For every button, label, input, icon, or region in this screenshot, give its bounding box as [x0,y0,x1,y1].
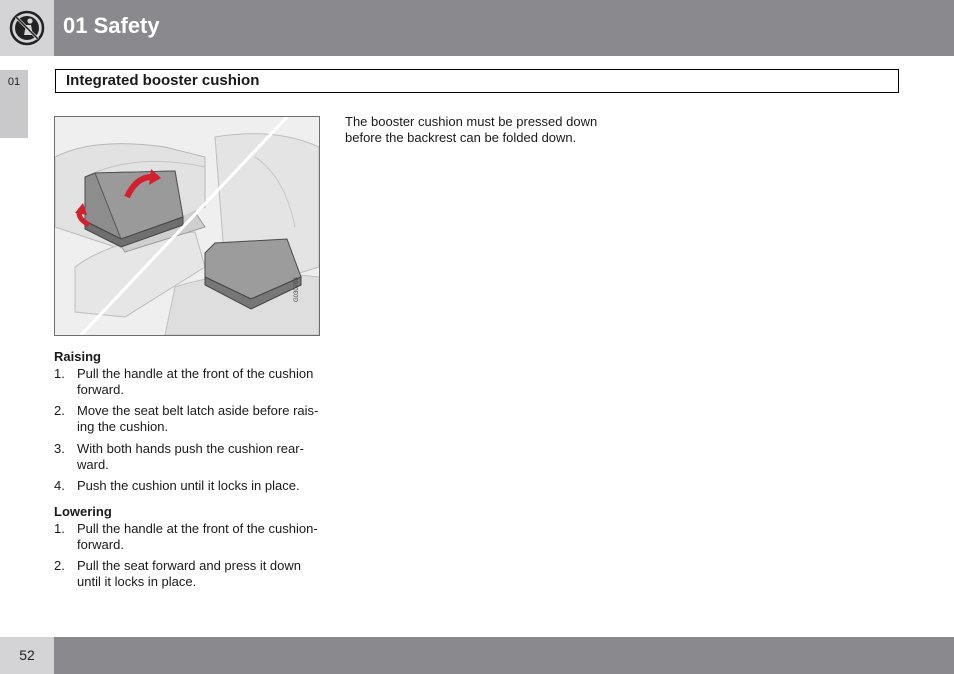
step-text: With both hands push the cushion rear-ward. [77,441,304,472]
page-footer [0,637,954,674]
booster-cushion-drawing [55,117,319,335]
intro-paragraph: The booster cushion must be pressed down before the backrest can be folded down. [345,114,598,145]
page-number: 52 [19,647,35,663]
safety-seatbelt-icon [9,10,45,46]
raising-heading: Raising [54,349,101,364]
step-number: 4. [54,478,65,493]
step-text: Pull the handle at the front of the cushion-forward. [77,521,318,552]
section-heading-box [55,69,899,93]
step-text: Pull the seat forward and press it down until it locks in place. [77,558,302,589]
lowering-step [54,558,324,589]
raising-step [54,441,324,472]
raising-step [54,403,324,434]
step-number: 3. [54,441,65,456]
chapter-tab-label: 01 [7,76,21,88]
step-number: 1. [54,366,65,381]
step-number: 2. [54,403,65,418]
raising-step [54,366,324,397]
figure-code: G030708 [294,277,300,302]
chapter-tab [0,70,28,138]
chapter-title: 01 Safety [63,13,160,38]
chapter-icon-box [0,0,54,56]
step-number: 1. [54,521,65,536]
step-number: 2. [54,558,65,573]
step-text: Pull the handle at the front of the cushion forward. [77,366,314,397]
lowering-step [54,521,324,552]
step-text: Push the cushion until it locks in place. [77,478,300,493]
booster-cushion-illustration [54,116,320,336]
section-title: Integrated booster cushion [66,72,260,89]
raising-step [54,478,324,494]
step-text: Move the seat belt latch aside before rais-ing the cushion. [77,403,319,434]
lowering-heading: Lowering [54,504,112,519]
